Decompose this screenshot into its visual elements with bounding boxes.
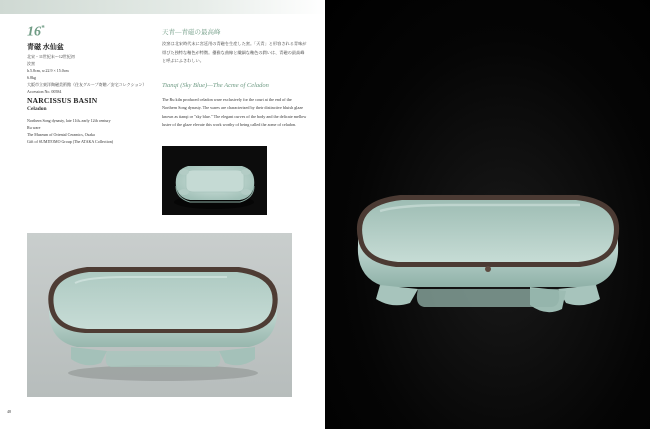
essay-body-ja: 汝窯は北宋時代末に宮廷用の青磁を生産した窯。「天青」と形容される青味が帯びた独特な釉色が特徴。優雅な曲線と繊細な釉色の潤いは、青磁の最高峰と呼ぶにふさわしい。	[162, 41, 307, 63]
page-number: 48	[7, 409, 11, 414]
catalog-marker: *	[41, 24, 45, 32]
essay-heading-ja: 天青―青磁の最高峰	[162, 29, 221, 36]
meta-ja-line: Accession No. 00584	[27, 89, 62, 94]
meta-en-line: The Museum of Oriental Ceramics, Osaka	[27, 132, 95, 137]
top-band	[0, 0, 325, 14]
meta-ja-line: 汝窯	[27, 61, 35, 66]
meta-en-line: Ru ware	[27, 125, 41, 130]
meta-en-line: Gift of SUMITOMO Group (The ATAKA Collection)	[27, 139, 114, 144]
essay-heading-en: Tianqi (Sky Blue)—The Acme of Celadon	[162, 82, 269, 89]
meta-ja-line: 大阪市立東洋陶磁美術館（住友グループ寄贈／安宅コレクション）	[27, 82, 147, 87]
meta-en-line: Northern Song dynasty, late 11th–early 12th century	[27, 118, 111, 123]
photo-basin-black	[340, 175, 635, 345]
meta-ja-line: 6.8kg	[27, 75, 36, 80]
catalog-number	[27, 24, 45, 41]
subtitle-en: Celadon	[27, 106, 47, 112]
meta-ja	[27, 53, 157, 95]
title-ja: 青磁 水仙盆	[27, 43, 64, 51]
meta-ja-line: h.5.8cm, w.22.9 × 15.0cm	[27, 68, 69, 73]
essay-body-en: The Ru kiln produced celadon ware exclusively for the court at the end of the Northern Song dynasty. The wares are characterized by their distinctive bluish glaze known as tianqi or "sky blue." The elegant curves of the body and the delicate mellow luster of the glaze elevate this work worthy of being called the acme of celadon.	[162, 97, 307, 128]
title-en: NARCISSUS BASIN	[27, 96, 98, 105]
catalog-number-value: 16	[27, 24, 41, 40]
meta-ja-line: 北宋・11世紀末〜12世紀初	[27, 54, 75, 59]
photo-basin-underside	[162, 146, 267, 215]
meta-en	[27, 117, 157, 145]
photo-basin-grey	[27, 233, 292, 397]
